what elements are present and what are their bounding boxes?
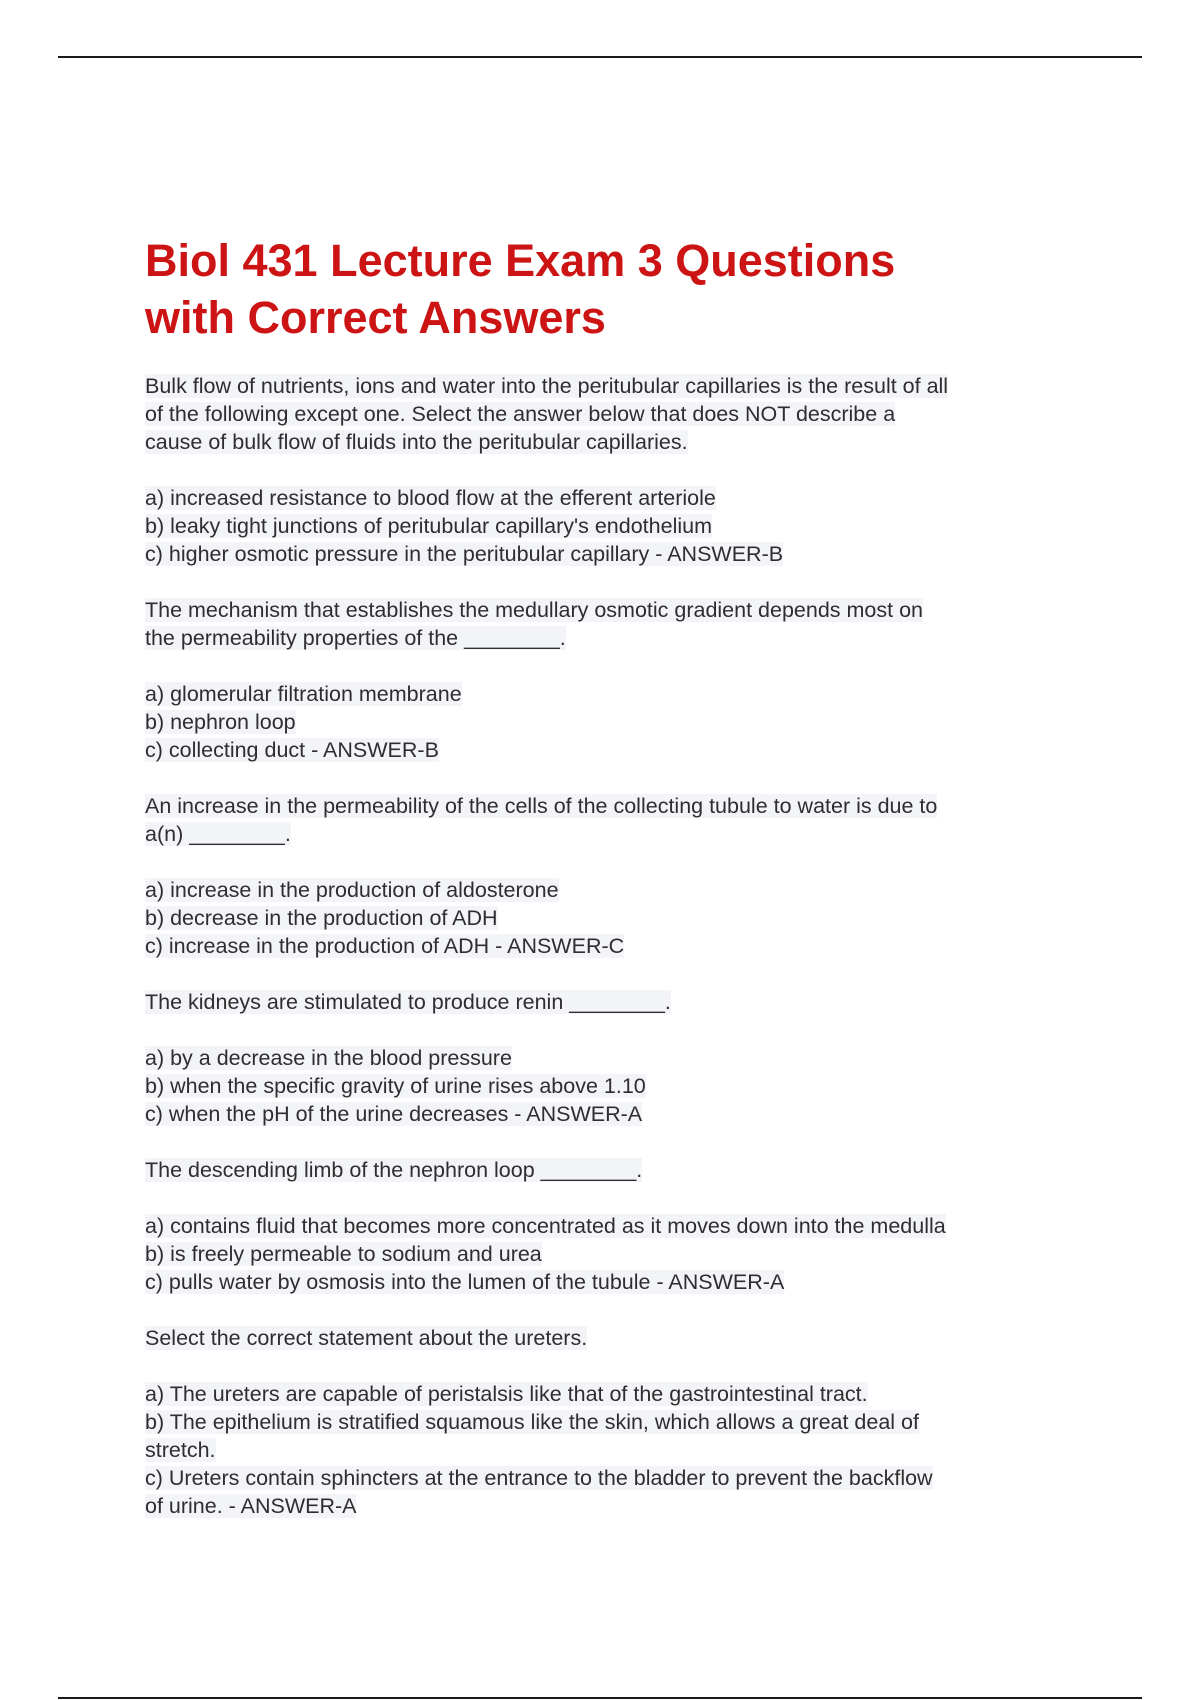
question-text-line: [145, 820, 1075, 848]
header-rule: [58, 56, 1142, 58]
question-stem: [145, 792, 1075, 848]
question-text: The kidneys are stimulated to produce renin ________.: [145, 990, 671, 1014]
answer-option-text: b) is freely permeable to sodium and urea: [145, 1242, 542, 1266]
answer-options: [145, 876, 1075, 960]
question-text: cause of bulk flow of fluids into the peritubular capillaries.: [145, 430, 688, 454]
answer-option: [145, 1464, 1075, 1492]
answer-option-text: c) pulls water by osmosis into the lumen of the tubule - ANSWER-A: [145, 1270, 785, 1294]
question-text: An increase in the permeability of the cells of the collecting tubule to water is due to: [145, 794, 938, 818]
answer-option-text: b) nephron loop: [145, 710, 296, 734]
answer-option-text: a) contains fluid that becomes more concentrated as it moves down into the medulla: [145, 1214, 946, 1238]
question-stem: [145, 1324, 1075, 1352]
answer-option-text: b) decrease in the production of ADH: [145, 906, 498, 930]
answer-option-text: b) The epithelium is stratified squamous like the skin, which allows a great deal of: [145, 1410, 919, 1434]
answer-option: [145, 484, 1075, 512]
question-stem: [145, 372, 1075, 456]
question-text-line: [145, 596, 1075, 624]
answer-option-text: c) when the pH of the urine decreases - ANSWER-A: [145, 1102, 643, 1126]
question-text: Bulk flow of nutrients, ions and water into the peritubular capillaries is the result of all: [145, 374, 949, 398]
question-text: of the following except one. Select the answer below that does NOT describe a: [145, 402, 896, 426]
question-text: Select the correct statement about the ureters.: [145, 1326, 588, 1350]
answer-option: [145, 1408, 1075, 1436]
answer-option-text: c) higher osmotic pressure in the peritubular capillary - ANSWER-B: [145, 542, 784, 566]
answer-option: [145, 876, 1075, 904]
question-text-line: [145, 792, 1075, 820]
answer-options: [145, 484, 1075, 568]
question-stem: [145, 988, 1075, 1016]
answer-option-text: a) glomerular filtration membrane: [145, 682, 462, 706]
answer-options: [145, 1044, 1075, 1128]
question-text-line: [145, 372, 1075, 400]
answer-option: [145, 1380, 1075, 1408]
answer-option-text: b) when the specific gravity of urine rises above 1.10: [145, 1074, 646, 1098]
answer-option: [145, 540, 1075, 568]
document-title: [145, 232, 1075, 346]
answer-option: [145, 1240, 1075, 1268]
question-stem: [145, 596, 1075, 652]
answer-option: [145, 736, 1075, 764]
answer-options: [145, 1380, 1075, 1520]
answer-options: [145, 1212, 1075, 1296]
question-text: The mechanism that establishes the medullary osmotic gradient depends most on: [145, 598, 923, 622]
answer-option: [145, 512, 1075, 540]
question-text-line: [145, 400, 1075, 428]
question-text: the permeability properties of the ________.: [145, 626, 566, 650]
answer-option: [145, 1072, 1075, 1100]
question-text: a(n) ________.: [145, 822, 291, 846]
answer-option: [145, 1492, 1075, 1520]
question-stem: [145, 1156, 1075, 1184]
answer-option: [145, 708, 1075, 736]
answer-option: [145, 932, 1075, 960]
answer-option-text: c) Ureters contain sphincters at the entrance to the bladder to prevent the backflow: [145, 1466, 933, 1490]
question-text-line: [145, 428, 1075, 456]
question-list: [145, 372, 1075, 1520]
answer-option: [145, 1212, 1075, 1240]
answer-option-text: b) leaky tight junctions of peritubular capillary's endothelium: [145, 514, 712, 538]
answer-option: [145, 904, 1075, 932]
answer-option-text: of urine. - ANSWER-A: [145, 1494, 357, 1518]
title-line-1: Biol 431 Lecture Exam 3 Questions: [145, 235, 896, 286]
answer-option: [145, 680, 1075, 708]
document-body: [145, 232, 1075, 1548]
answer-options: [145, 680, 1075, 764]
answer-option: [145, 1044, 1075, 1072]
answer-option-text: a) increased resistance to blood flow at the efferent arteriole: [145, 486, 716, 510]
answer-option-text: a) by a decrease in the blood pressure: [145, 1046, 512, 1070]
answer-option-text: a) The ureters are capable of peristalsis like that of the gastrointestinal tract.: [145, 1382, 868, 1406]
answer-option: [145, 1100, 1075, 1128]
answer-option: [145, 1436, 1075, 1464]
answer-option-text: stretch.: [145, 1438, 216, 1462]
question-text-line: [145, 1324, 1075, 1352]
question-text-line: [145, 988, 1075, 1016]
answer-option-text: a) increase in the production of aldosterone: [145, 878, 559, 902]
question-text-line: [145, 1156, 1075, 1184]
footer-rule: [58, 1697, 1142, 1699]
question-text: The descending limb of the nephron loop ________.: [145, 1158, 643, 1182]
question-text-line: [145, 624, 1075, 652]
title-line-2: with Correct Answers: [145, 292, 606, 343]
answer-option: [145, 1268, 1075, 1296]
answer-option-text: c) increase in the production of ADH - ANSWER-C: [145, 934, 625, 958]
answer-option-text: c) collecting duct - ANSWER-B: [145, 738, 439, 762]
